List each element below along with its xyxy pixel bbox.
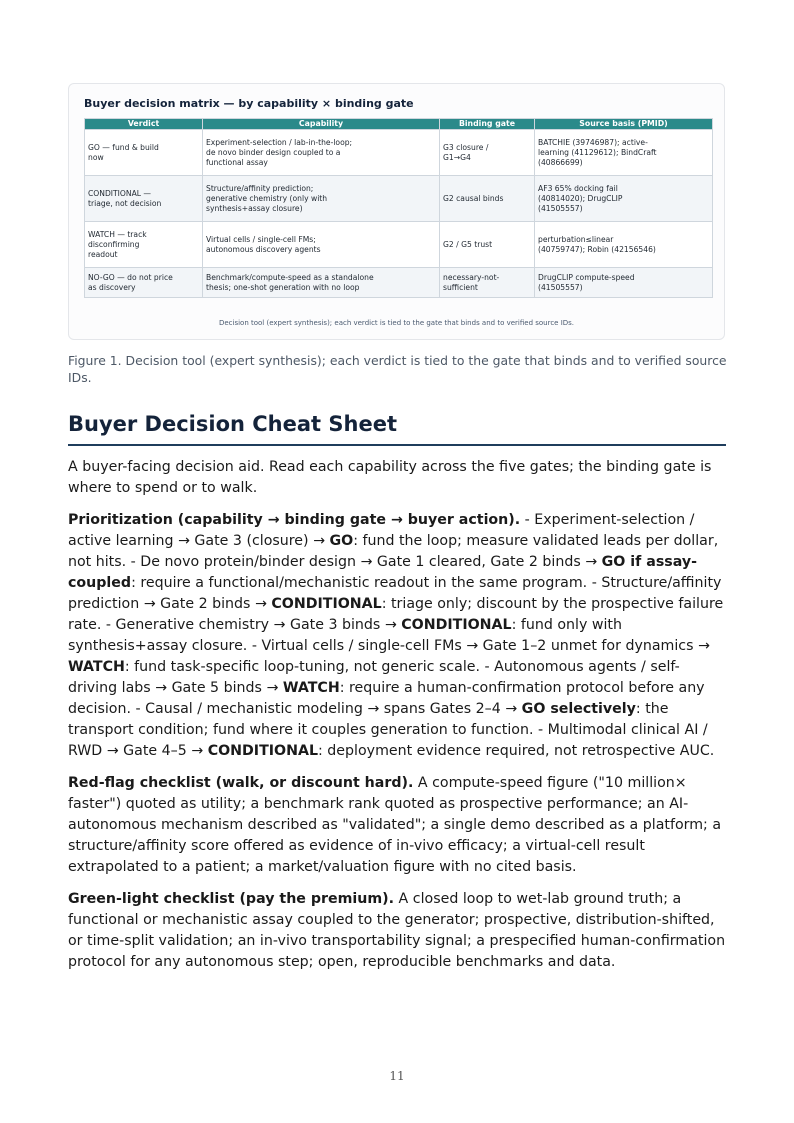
binding-gate-cell: G2 / G5 trust: [440, 222, 535, 268]
table-row: [85, 176, 713, 222]
capability-cell: Benchmark/compute-speed as a standalone thesis; one-shot generation with no loop: [203, 268, 440, 298]
source-basis-cell: DrugCLIP compute-speed (41505557): [535, 268, 713, 298]
column-header-verdict: Verdict: [85, 119, 203, 130]
prioritization-text: : the transport condition; fund where it couples generation to function. - Multimodal clinical AI / RWD → Gate 4–5 →: [68, 701, 708, 759]
prioritization-heading: Prioritization (capability → binding gate → buyer action).: [68, 512, 521, 528]
verdict-emphasis: WATCH: [68, 659, 125, 675]
verdict-emphasis: CONDITIONAL: [401, 617, 512, 633]
prioritization-text: : fund task-specific loop-tuning, not generic scale. - Autonomous agents / self-driving labs → Gate 5 binds →: [68, 659, 680, 696]
prioritization-text: - Experiment-selection / active learning → Gate 3 (closure) →: [68, 512, 695, 549]
green-light-text: A closed loop to wet-lab ground truth; a functional or mechanistic assay coupled to the generator; prospective, distribution-shifted, or time-split validation; an in-vivo transportability signal; a prespecified human-confirmation protocol for any autonomous step; open, reproducible benchmarks and data.: [68, 891, 726, 970]
prioritization-text: : require a functional/mechanistic readout in the same program. - Structure/affinity prediction → Gate 2 binds →: [68, 575, 722, 612]
binding-gate-cell: G3 closure / G1→G4: [440, 130, 535, 176]
figure-note: Decision tool (expert synthesis); each verdict is tied to the gate that binds and to verified source IDs.: [218, 319, 575, 327]
binding-gate-cell: necessary-not- sufficient: [440, 268, 535, 298]
capability-cell: Structure/affinity prediction; generative chemistry (only with synthesis+assay closure): [203, 176, 440, 222]
intro-paragraph: A buyer-facing decision aid. Read each capability across the five gates; the binding gate is where to spend or to walk.: [68, 459, 712, 496]
page-number: 11: [389, 1069, 405, 1083]
prioritization-text: : fund only with synthesis+assay closure. - Virtual cells / single-cell FMs → Gate 1–2 unmet for dynamics →: [68, 617, 710, 654]
column-header-capability: Capability: [203, 119, 440, 130]
verdict-emphasis: CONDITIONAL: [271, 596, 382, 612]
verdict-cell: NO-GO — do not price as discovery: [85, 268, 203, 298]
prioritization-text: : deployment evidence required, not retrospective AUC.: [318, 743, 715, 759]
verdict-emphasis: CONDITIONAL: [207, 743, 319, 759]
source-basis-cell: perturbation≤linear (40759747); Robin (42156546): [535, 222, 713, 268]
verdict-emphasis: WATCH: [282, 680, 340, 696]
figure-card: [68, 83, 725, 340]
capability-cell: Virtual cells / single-cell FMs; autonomous discovery agents: [203, 222, 440, 268]
prioritization-text: : require a human-confirmation protocol before any decision. - Causal / mechanistic modeling → spans Gates 2–4 →: [68, 680, 705, 717]
red-flag-text: A compute-speed figure ("10 million× faster") quoted as utility; a benchmark rank quoted as prospective performance; an AI-autonomous mechanism described as "validated"; a single demo described as a platform; a structure/affinity score offered as evidence of in-vivo efficacy; a virtual-cell result extrapolated to a patient; a market/valuation figure with no cited basis.: [68, 775, 722, 875]
capability-cell: Experiment-selection / lab-in-the-loop; de novo binder design coupled to a functional assay: [203, 130, 440, 176]
binding-gate-cell: G2 causal binds: [440, 176, 535, 222]
prioritization-text: : fund the loop; measure validated leads per dollar, not hits. - De novo protein/binder design → Gate 1 cleared, Gate 2 binds →: [68, 533, 719, 570]
verdict-cell: GO — fund & build now: [85, 130, 203, 176]
column-header-source-basis: Source basis (PMID): [535, 119, 713, 130]
red-flag-paragraph: [68, 773, 728, 878]
green-light-heading: Green-light checklist (pay the premium).: [68, 891, 395, 907]
source-basis-cell: AF3 65% docking fail (40814020); DrugCLIP (41505557): [535, 176, 713, 222]
prioritization-body: [68, 512, 723, 759]
verdict-emphasis: GO: [329, 533, 354, 549]
green-light-paragraph: [68, 889, 728, 973]
table-header-row: [85, 119, 713, 130]
figure-title: Buyer decision matrix — by capability × binding gate: [84, 97, 414, 110]
figure-caption: Figure 1. Decision tool (expert synthesis); each verdict is tied to the gate that binds and to verified source IDs.: [68, 353, 727, 385]
column-header-binding-gate: Binding gate: [440, 119, 535, 130]
section-title: Buyer Decision Cheat Sheet: [68, 412, 397, 436]
source-basis-cell: BATCHIE (39746987); active- learning (41129612); BindCraft (40866699): [535, 130, 713, 176]
table-row: [85, 222, 713, 268]
verdict-emphasis: GO if assay-coupled: [68, 554, 697, 591]
table-row: [85, 130, 713, 176]
verdict-cell: WATCH — track disconfirming readout: [85, 222, 203, 268]
prioritization-text: : triage only; discount by the prospective failure rate. - Generative chemistry → Gate 3 binds →: [68, 596, 724, 633]
verdict-cell: CONDITIONAL — triage, not decision: [85, 176, 203, 222]
prioritization-paragraph: [68, 510, 728, 762]
verdict-emphasis: GO selectively: [521, 701, 636, 717]
decision-matrix-table: [84, 118, 713, 298]
table-row: [85, 268, 713, 298]
title-divider: [68, 444, 726, 446]
body-text: [68, 457, 728, 984]
red-flag-heading: Red-flag checklist (walk, or discount hard).: [68, 775, 414, 791]
